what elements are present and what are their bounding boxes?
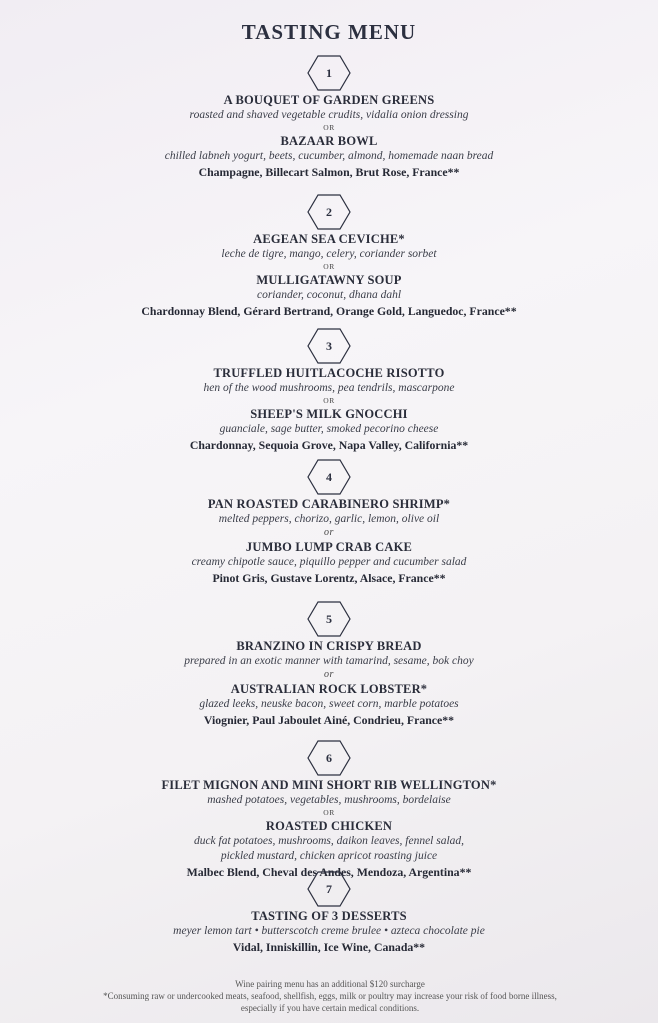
wine-pairing: Viognier, Paul Jaboulet Ainé, Condrieu, France** [203,713,455,727]
course-number: 1 [326,66,332,80]
menu-footer [60,978,600,1014]
dish-description: chilled labneh yogurt, beets, cucumber, almond, homemade naan bread [164,150,494,162]
dish-description: roasted and shaved vegetable crudits, vidalia onion dressing [189,109,469,121]
surcharge-note: Wine pairing menu has an additional $120 surcharge [235,979,425,989]
dish-name: JUMBO LUMP CRAB CAKE [245,540,413,554]
dish-description: guanciale, sage butter, smoked pecorino cheese [219,423,439,435]
dish-name: AEGEAN SEA CEVICHE* [253,232,405,246]
dish-name: PAN ROASTED CARABINERO SHRIMP* [207,497,451,511]
dish-description: meyer lemon tart • butterscotch creme brulee • azteca chocolate pie [173,925,485,937]
dish-description: creamy chipotle sauce, piquillo pepper and cucumber salad [191,556,467,568]
or-divider: OR [323,262,335,271]
dish-description: coriander, coconut, dhana dahl [256,289,402,301]
course-number: 5 [326,612,332,626]
course-6 [0,739,658,880]
wine-pairing: Chardonnay, Sequoia Grove, Napa Valley, California** [189,438,469,452]
or-divider: OR [323,396,335,405]
dish-name: ROASTED CHICKEN [265,819,393,833]
dish-name: FILET MIGNON AND MINI SHORT RIB WELLINGTON* [161,778,497,792]
health-disclaimer-cont: especially if you have certain medical conditions. [240,1003,420,1013]
dish-description: mashed potatoes, vegetables, mushrooms, bordelaise [207,794,451,806]
health-disclaimer: *Consuming raw or undercooked meats, seafood, shellfish, eggs, milk or poultry may increase your risk of food borne illness, [103,991,557,1001]
course-7 [0,870,658,955]
dish-name: A BOUQUET OF GARDEN GREENS [223,93,435,107]
wine-pairing: Champagne, Billecart Salmon, Brut Rose, France** [198,165,460,179]
dish-description: glazed leeks, neuske bacon, sweet corn, marble potatoes [199,698,459,710]
course-number-badge [307,600,351,638]
dish-description: leche de tigre, mango, celery, coriander sorbet [221,248,437,260]
wine-pairing: Pinot Gris, Gustave Lorentz, Alsace, France** [212,571,446,585]
dish-name: MULLIGATAWNY SOUP [256,273,402,287]
course-number: 2 [326,205,332,219]
course-2 [0,193,658,319]
or-divider: or [324,527,334,538]
course-5 [0,600,658,728]
course-number: 3 [326,339,332,353]
course-number-badge [307,458,351,496]
menu-title: TASTING MENU [241,20,417,44]
dish-description: melted peppers, chorizo, garlic, lemon, olive oil [218,513,440,525]
dish-name: TASTING OF 3 DESSERTS [251,909,407,923]
course-number-badge [307,739,351,777]
wine-pairing: Malbec Blend, Cheval des Andes, Mendoza, Argentina** [186,865,472,879]
course-3 [0,327,658,453]
or-divider: OR [323,808,335,817]
dish-name: BRANZINO IN CRISPY BREAD [236,639,422,653]
or-divider: OR [323,123,335,132]
course-number-badge [307,870,351,908]
course-number-badge [307,54,351,92]
wine-pairing: Vidal, Inniskillin, Ice Wine, Canada** [232,940,426,954]
course-number: 7 [326,882,332,896]
dish-name: TRUFFLED HUITLACOCHE RISOTTO [213,366,445,380]
dish-name: AUSTRALIAN ROCK LOBSTER* [230,682,428,696]
dish-name: BAZAAR BOWL [280,134,378,148]
course-number: 4 [326,470,332,484]
dish-description: hen of the wood mushrooms, pea tendrils, mascarpone [203,382,455,394]
dish-description: duck fat potatoes, mushrooms, daikon leaves, fennel salad, pickled mustard, chicken apricot roasting juice [193,835,465,862]
course-4 [0,458,658,586]
dish-name: SHEEP'S MILK GNOCCHI [250,407,408,421]
course-number-badge [307,193,351,231]
course-1 [0,54,658,180]
wine-pairing: Chardonnay Blend, Gérard Bertrand, Orange Gold, Languedoc, France** [141,304,517,318]
or-divider: or [324,669,334,680]
dish-description: prepared in an exotic manner with tamarind, sesame, bok choy [184,655,474,667]
course-number: 6 [326,751,332,765]
course-number-badge [307,327,351,365]
